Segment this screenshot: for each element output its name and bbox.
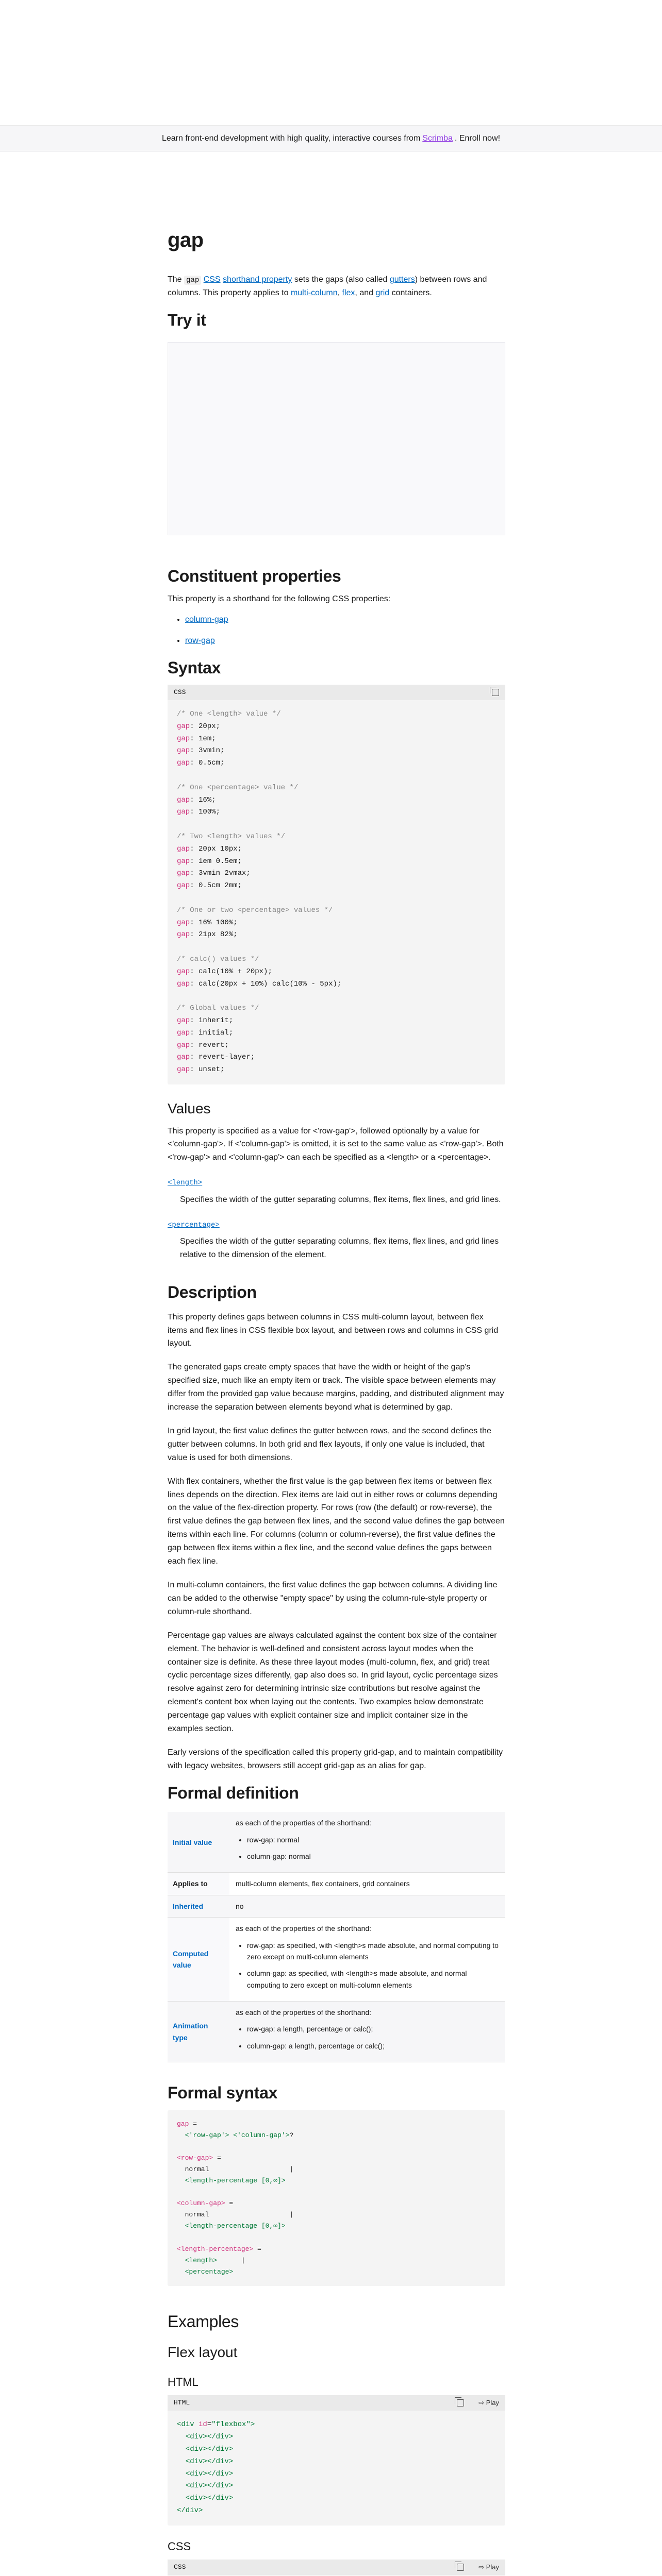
constituent-list: [168, 613, 505, 648]
table-row: [168, 1895, 505, 1917]
html-code: <div id="flexbox"> <div></div> <div></div> <div></div> <div></div> <div></div> <div></div> </div>: [177, 2420, 255, 2515]
intro-text-c: and: [359, 288, 374, 297]
values-heading: Values: [168, 1100, 211, 1116]
formal-syntax-code: gap = <'row-gap'> <'column-gap'>? <row-gap> = normal | <length-percentage [0,∞]> <column-gap> = normal | <length-percentage [0,∞]> <length-percentage> = <length> | <percentage>: [177, 2120, 294, 2276]
description-p2: The generated gaps create empty spaces that have the width or height of the gap's specified size, much like an empty item or track. The visible space between elements may differ from the provided gap value because margins, padding, and distributed alignment may increase the separation between elements beyond what is determined by gap.: [168, 1363, 504, 1412]
description-heading: Description: [168, 1283, 257, 1302]
row-label[interactable]: Computed value: [168, 1918, 229, 2002]
flex-layout-heading: Flex layout: [168, 2344, 238, 2361]
link-percentage[interactable]: <percentage>: [168, 1221, 220, 1229]
css-heading: CSS: [168, 2539, 191, 2553]
code-lang-label: HTML: [174, 2398, 190, 2406]
description-p3: In grid layout, the first value defines the gutter between rows, and the second defines the gutter between columns. In both grid and flex layouts, if only one value is included, that value is used for both dimensions.: [168, 1426, 491, 1462]
intro-text-d: containers.: [391, 288, 432, 297]
row-label[interactable]: Inherited: [168, 1895, 229, 1917]
description-p7: Early versions of the specification called this property grid-gap, and to maintain compatibility with legacy websites, browsers still accept grid-gap as an alias for gap.: [168, 1748, 503, 1770]
link-column-gap[interactable]: column-gap: [185, 615, 228, 624]
row-value: [229, 1812, 505, 1873]
site-header: [0, 0, 662, 126]
link-length[interactable]: <length>: [168, 1179, 203, 1188]
value-desc-percentage: Specifies the width of the gutter separating columns, flex items, flex lines, and grid lines relative to the dimension of the element.: [180, 1237, 499, 1260]
intro-paragraph: The gap CSS shorthand property sets the gaps (also called gutters) between rows and columns. This property applies to multi-column, flex, and grid containers.: [168, 275, 487, 297]
value-term-length: [168, 1176, 505, 1189]
row-value: [229, 1918, 505, 2002]
list-item: • column-gap: as specified, with <length>s made absolute, and normal computing to zero except on multi-column elements: [247, 1968, 499, 1991]
value-term-percentage: [168, 1218, 505, 1231]
copy-icon[interactable]: [492, 689, 499, 696]
link-flex[interactable]: flex: [342, 288, 355, 297]
row-label[interactable]: Initial value: [168, 1812, 229, 1873]
constituent-heading: Constituent properties: [168, 567, 341, 586]
description-p5: In multi-column containers, the first value defines the gap between columns. A dividing line can be added to the otherwise "empty space" by using the column-rule-style property or column-rule shorthand.: [168, 1581, 498, 1616]
promo-text: Learn front-end development with high quality, interactive courses from: [161, 133, 421, 143]
syntax-heading: Syntax: [168, 658, 221, 677]
examples-heading: Examples: [168, 2312, 239, 2331]
intro-text-b: ) between rows and columns. This property applies to: [168, 275, 487, 297]
play-button[interactable]: ⇨ Play: [478, 2563, 499, 2571]
intro-code-gap: gap: [184, 276, 201, 285]
link-grid[interactable]: grid: [375, 288, 390, 297]
value-desc-length: Specifies the width of the gutter separating columns, flex items, flex lines, and grid lines.: [180, 1195, 501, 1204]
play-label: Play: [486, 2398, 499, 2406]
table-row: [168, 1918, 505, 2002]
play-button[interactable]: ⇨ Play: [478, 2398, 499, 2406]
description-p1: This property defines gaps between columns in CSS multi-column layout, between flex items and flex lines in CSS flexible box layout, and between rows and columns in CSS grid layout.: [168, 1312, 499, 1348]
list-item: • row-gap: a length, percentage or calc();: [247, 2023, 499, 2035]
list-item: [185, 613, 505, 626]
link-multicol[interactable]: multi-column: [290, 288, 338, 297]
copy-icon[interactable]: [457, 2564, 464, 2571]
intro-text-a: sets the gaps (also called: [294, 275, 388, 284]
link-shorthand[interactable]: shorthand property: [223, 275, 292, 284]
code-lang-label: CSS: [174, 2563, 186, 2571]
list-item: [185, 634, 505, 648]
values-text: This property is specified as a value for <'row-gap'>, followed optionally by a value for <'column-gap'>. If <'column-gap'> is omitted, it is set to the same value as <'row-gap'>. Both <'row-gap'> and <'column-gap'> can each be specified as a <length> or a <percentage>.: [168, 1126, 504, 1162]
play-label: Play: [486, 2563, 499, 2571]
tryit-heading: Try it: [168, 310, 206, 329]
description-p6: Percentage gap values are always calculated against the content box size of the container element. The behavior is well-defined and consistent across layout modes when the container size is definite. As these three layout modes (multi-column, flex, and grid) treat cyclic percentage sizes differently, gap also does so. In grid layout, cyclic percentage sizes resolve against zero for determining intrinsic size contributions but resolve against the element's content box when laying out the contents. Two examples below demonstrate percentage gap values with explicit container size and implicit container size in the examples section.: [168, 1631, 498, 1734]
article: [168, 151, 505, 2576]
promo-enroll: . Enroll now!: [454, 133, 501, 143]
html-code-block: [168, 2395, 505, 2525]
link-gutters[interactable]: gutters: [389, 275, 415, 284]
syntax-code-block: [168, 685, 505, 1084]
copy-icon[interactable]: [457, 2399, 464, 2406]
formal-syntax-heading: Formal syntax: [168, 2083, 278, 2103]
values-list: [168, 1176, 505, 1262]
code-header: [168, 2560, 505, 2575]
row-value: no: [229, 1895, 505, 1917]
interactive-example[interactable]: [168, 342, 505, 535]
row-intro: as each of the properties of the shorthand:: [236, 1924, 372, 1933]
list-item: • row-gap: normal: [247, 1834, 499, 1845]
link-row-gap[interactable]: row-gap: [185, 636, 215, 646]
formal-definition-table: [168, 1812, 505, 2062]
code-lang-label: CSS: [174, 688, 186, 696]
row-label[interactable]: Animation type: [168, 2002, 229, 2062]
table-row: [168, 1812, 505, 1873]
constituent-text: This property is a shorthand for the following CSS properties:: [168, 594, 391, 603]
code-header: [168, 685, 505, 700]
syntax-code: /* One <length> value */ gap: 20px; gap: 1em; gap: 3vmin; gap: 0.5cm; /* One <percentage> value */ gap: 16%; gap: 100%; /* Two <length> values */ gap: 20px 10px; gap: 1em 0.5em; gap: 3vmin 2vmax; gap: 0.5cm 2mm; /* One or two <percentage> values */ gap: 16% 100%; gap: 21px 82%; /* calc() values */ gap: calc(10% + 20px); gap: calc(20px + 10%) calc(10% - 5px); /* Global values */ gap: inherit; gap: initial; gap: revert; gap: revert-layer; gap: unset;: [177, 710, 342, 1074]
formal-syntax-block: [168, 2110, 505, 2286]
list-item: • column-gap: a length, percentage or calc();: [247, 2040, 499, 2052]
table-row: [168, 1873, 505, 1895]
promo-banner: [0, 126, 662, 151]
row-intro: as each of the properties of the shorthand:: [236, 2008, 372, 2017]
promo-brand-link[interactable]: Scrimba: [422, 133, 453, 143]
page-title: gap: [168, 229, 204, 251]
list-item: • row-gap: as specified, with <length>s made absolute, and normal computing to zero except on multi-column elements: [247, 1940, 499, 1963]
link-css[interactable]: CSS: [203, 275, 221, 284]
code-header: [168, 2395, 505, 2411]
table-row: [168, 2002, 505, 2062]
list-item: • column-gap: normal: [247, 1851, 499, 1862]
row-label: Applies to: [168, 1873, 229, 1895]
row-intro: as each of the properties of the shorthand:: [236, 1819, 372, 1827]
row-value: [229, 2002, 505, 2062]
description-p4: With flex containers, whether the first value is the gap between flex items or between flex lines depends on the direction. Flex items are laid out in either rows or columns depending on the value of the flex-direction property. For rows (row (the default) or row-reverse), the first value defines the gap between flex lines, and the second value defines the gap between items within each line. For columns (column or column-reverse), the first value defines the gap between flex items within a flex line, and the second value defines the gaps between each flex line.: [168, 1477, 505, 1566]
formal-definition-heading: Formal definition: [168, 1783, 299, 1802]
row-value: multi-column elements, flex containers, grid containers: [229, 1873, 505, 1895]
html-heading: HTML: [168, 2375, 198, 2388]
css-code-block: [168, 2560, 505, 2576]
